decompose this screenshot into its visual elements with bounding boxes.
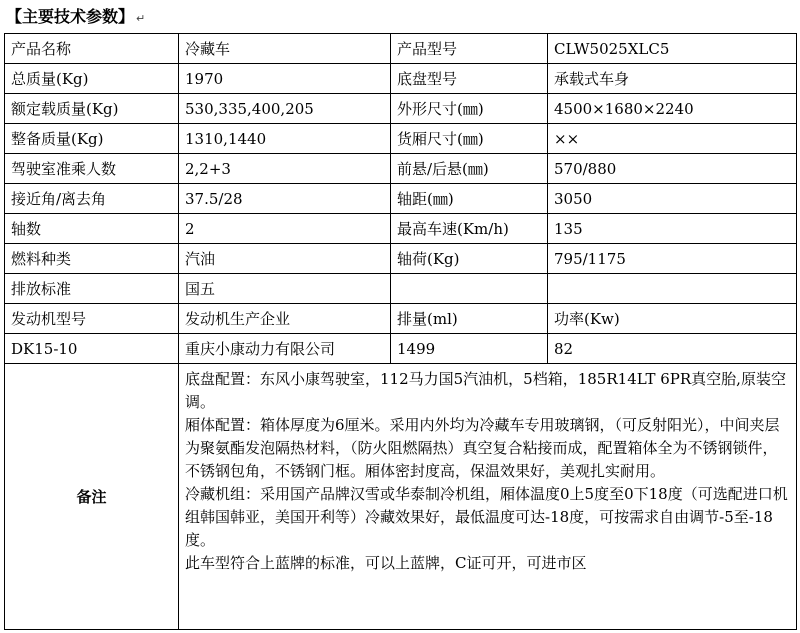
spec-table xyxy=(4,33,797,630)
param-value: 1310,1440 xyxy=(179,124,391,154)
note-body-config: 厢体配置：箱体厚度为6厘米。采用内外均为冷藏车专用玻璃钢，（可反射阳光），中间夹层为聚氨酯发泡隔热材料，（防火阻燃隔热）真空复合粘接而成，配置箱体全为不锈钢锁件，不锈钢包角，不锈钢门框。厢体密封度高，保温效果好，美观扎实耐用。 xyxy=(185,416,780,480)
param-label: 产品名称 xyxy=(5,34,179,64)
notes-label: 备注 xyxy=(5,364,179,630)
param-value: 135 xyxy=(548,214,797,244)
param-label: 轴数 xyxy=(5,214,179,244)
param-label: 外形尺寸(㎜) xyxy=(391,94,548,124)
table-row xyxy=(5,244,797,274)
table-row xyxy=(5,304,797,334)
spec-table-body xyxy=(5,34,797,630)
param-value: DK15-10 xyxy=(5,334,179,364)
notes-body xyxy=(179,364,797,630)
param-label: 总质量(Kg) xyxy=(5,64,179,94)
param-value: 3050 xyxy=(548,184,797,214)
table-row xyxy=(5,214,797,244)
note-chassis-config: 底盘配置：东风小康驾驶室，112马力国5汽油机，5档箱，185R14LT 6PR真空胎,原装空调。 xyxy=(185,370,786,411)
param-value: 2,2+3 xyxy=(179,154,391,184)
section-title xyxy=(6,3,145,31)
table-row xyxy=(5,64,797,94)
param-label: 接近角/离去角 xyxy=(5,184,179,214)
table-row xyxy=(5,34,797,64)
param-value: 82 xyxy=(548,334,797,364)
param-value: ×× xyxy=(548,124,797,154)
param-value xyxy=(548,274,797,304)
table-row xyxy=(5,154,797,184)
param-label: 排量(ml) xyxy=(391,304,548,334)
note-refrigeration-unit: 冷藏机组：采用国产品牌汉雪或华泰制冷机组，厢体温度0上5度至0下18度（可选配进口机组韩国韩亚，美国开利等）冷藏效果好，最低温度可达-18度，可按需求自由调节-5至-18度。 xyxy=(185,485,788,549)
param-label: 前悬/后悬(㎜) xyxy=(391,154,548,184)
param-value: 承载式车身 xyxy=(548,64,797,94)
param-label: 额定载质量(Kg) xyxy=(5,94,179,124)
notes-row xyxy=(5,364,797,630)
param-label: 功率(Kw) xyxy=(548,304,797,334)
paragraph-mark-icon: ↵ xyxy=(136,12,146,25)
param-value: 530,335,400,205 xyxy=(179,94,391,124)
param-value: 1499 xyxy=(391,334,548,364)
param-value: 570/880 xyxy=(548,154,797,184)
param-label: 底盘型号 xyxy=(391,64,548,94)
param-label: 产品型号 xyxy=(391,34,548,64)
param-label: 最高车速(Km/h) xyxy=(391,214,548,244)
table-row xyxy=(5,334,797,364)
param-value: 2 xyxy=(179,214,391,244)
table-row xyxy=(5,274,797,304)
note-license: 此车型符合上蓝牌的标准，可以上蓝牌，C证可开，可进市区 xyxy=(185,554,587,572)
param-label xyxy=(391,274,548,304)
param-label: 轴荷(Kg) xyxy=(391,244,548,274)
param-label: 整备质量(Kg) xyxy=(5,124,179,154)
param-label: 货厢尺寸(㎜) xyxy=(391,124,548,154)
param-value: 795/1175 xyxy=(548,244,797,274)
param-label: 发动机生产企业 xyxy=(179,304,391,334)
param-value: 重庆小康动力有限公司 xyxy=(179,334,391,364)
param-value: 国五 xyxy=(179,274,391,304)
param-value: 37.5/28 xyxy=(179,184,391,214)
table-row xyxy=(5,184,797,214)
param-value: 冷藏车 xyxy=(179,34,391,64)
param-label: 燃料种类 xyxy=(5,244,179,274)
param-label: 轴距(㎜) xyxy=(391,184,548,214)
param-label: 排放标准 xyxy=(5,274,179,304)
param-label: 发动机型号 xyxy=(5,304,179,334)
table-row xyxy=(5,124,797,154)
param-value: 1970 xyxy=(179,64,391,94)
param-value: CLW5025XLC5 xyxy=(548,34,797,64)
param-label: 驾驶室准乘人数 xyxy=(5,154,179,184)
table-row xyxy=(5,94,797,124)
param-value: 4500×1680×2240 xyxy=(548,94,797,124)
section-title-text: 【主要技术参数】 xyxy=(6,7,135,26)
param-value: 汽油 xyxy=(179,244,391,274)
